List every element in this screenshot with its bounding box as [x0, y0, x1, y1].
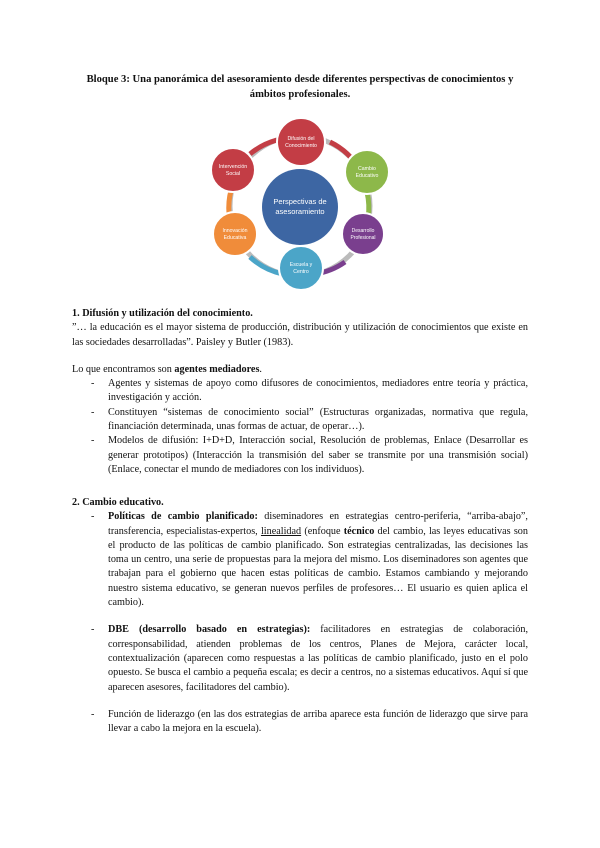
- svg-text:Innovación: Innovación: [222, 228, 248, 234]
- item-text: del cambio, las leyes educativas son el producto de las políticas de cambio planificado. Son estrategias centralizadas, las decisiones las toma un centro, una serie de propuestas para la mejora del mismo. Los diseminadores son agentes que trabajan para el gobierno que hacen estas políticas de cambio. Estamos cambiando y mejorando nuestro sistema educativo, se generan nuevos perfiles de profesores… El usuario es quien aplica el cambio).: [108, 525, 528, 609]
- svg-text:Intervención: Intervención: [218, 164, 248, 170]
- center-label-1: Perspectivas de: [273, 197, 327, 206]
- svg-text:Cambio: Cambio: [358, 166, 376, 172]
- node-desarrollo: [342, 213, 384, 255]
- arc-6: [250, 140, 277, 154]
- spacer: [91, 610, 528, 623]
- svg-text:Centro: Centro: [293, 269, 309, 275]
- section-2-heading: 2. Cambio educativo.: [72, 497, 164, 508]
- node-cambio: [345, 150, 389, 194]
- document-title: Bloque 3: Una panorámica del asesoramiento desde diferentes perspectivas de conocimientos y ámbitos profesionales.: [86, 74, 514, 100]
- list-item: - Modelos de difusión: I+D+D, Interacción social, Resolución de problemas, Enlace (Desarrollar es generar prototipos) (Interacción la transmisión del saber se transmite por una transmisión social) (Enlace, conectar el mundo de mediadores con los individuos).: [91, 434, 528, 477]
- section-2: [72, 496, 528, 736]
- item-text: diseminadores en estrategias centro-periferia, “arriba-abajo”, transferencia, especialistas-expertos,: [108, 511, 528, 537]
- item-bold: DBE (desarrollo basado en estrategias):: [108, 624, 311, 636]
- item-bold: Políticas de cambio planificado:: [108, 511, 258, 523]
- item-bold: técnico: [343, 525, 375, 537]
- spacer: [91, 695, 528, 708]
- svg-text:Escuela y: Escuela y: [289, 262, 313, 268]
- cycle-diagram-svg: [195, 112, 405, 297]
- svg-text:Difusión del: Difusión del: [287, 136, 315, 142]
- section-1-list: [91, 377, 528, 477]
- list-item: - Constituyen “sistemas de conocimiento social” (Estructuras organizadas, normativa que regula, financiación determinada, unas formas de actuar, de operar…).: [91, 406, 528, 435]
- center-label-2: asesoramiento: [275, 207, 325, 216]
- intro-bold: agentes mediadores: [174, 363, 260, 375]
- svg-text:Conocimiento: Conocimiento: [285, 143, 317, 149]
- item-underline: linealidad: [260, 525, 302, 537]
- list-item: [91, 510, 528, 610]
- node-escuela: [279, 246, 323, 290]
- list-item: - Agentes y sistemas de apoyo como difusores de conocimientos, mediadores entre teoría y práctica, investigación y acción.: [91, 377, 528, 406]
- svg-text:Desarrollo: Desarrollo: [351, 228, 375, 234]
- intro-text: Lo que encontramos son: [72, 363, 175, 375]
- item-text: (enfoque: [301, 525, 344, 537]
- section-1-heading: 1. Difusión y utilización del conocimiento.: [72, 308, 253, 319]
- node-difusion: [277, 118, 325, 166]
- section-1: [72, 307, 528, 477]
- svg-text:Educativo: Educativo: [355, 173, 379, 179]
- list-item: [91, 623, 528, 694]
- intro-end: .: [259, 363, 262, 375]
- section-2-list: [91, 510, 528, 736]
- svg-text:Educativa: Educativa: [223, 235, 247, 241]
- svg-text:Profesional: Profesional: [350, 235, 376, 241]
- section-1-intro: [72, 363, 528, 377]
- list-item: - Función de liderazgo (en las dos estrategias de arriba aparece esta función de liderazgo que sirve para llevar a cabo la mejora en la escuela).: [91, 708, 528, 737]
- section-1-quote: ”… la educación es el mayor sistema de producción, distribución y utilización de conocimientos que existe en las sociedades desarrolladas”. Paisley y Butler (1983).: [72, 322, 528, 348]
- node-innovacion: [213, 212, 257, 256]
- perspectives-diagram: [195, 112, 405, 297]
- node-intervencion: [211, 148, 255, 192]
- svg-text:Social: Social: [225, 171, 241, 177]
- item-text: facilitadores en estrategias de colaboración, corresponsabilidad, atienden problemas de los centros, Planes de Mejora, carácter local, contextualización (aparecen como respuestas a las políticas de cambio planificado, justo en el polo opuesto. Se busca el cambio a pequeña escala; es decir a centros, no a sistemas educativos. Aquí sí que aparecen asesores, facilitadores del cambio).: [108, 624, 528, 693]
